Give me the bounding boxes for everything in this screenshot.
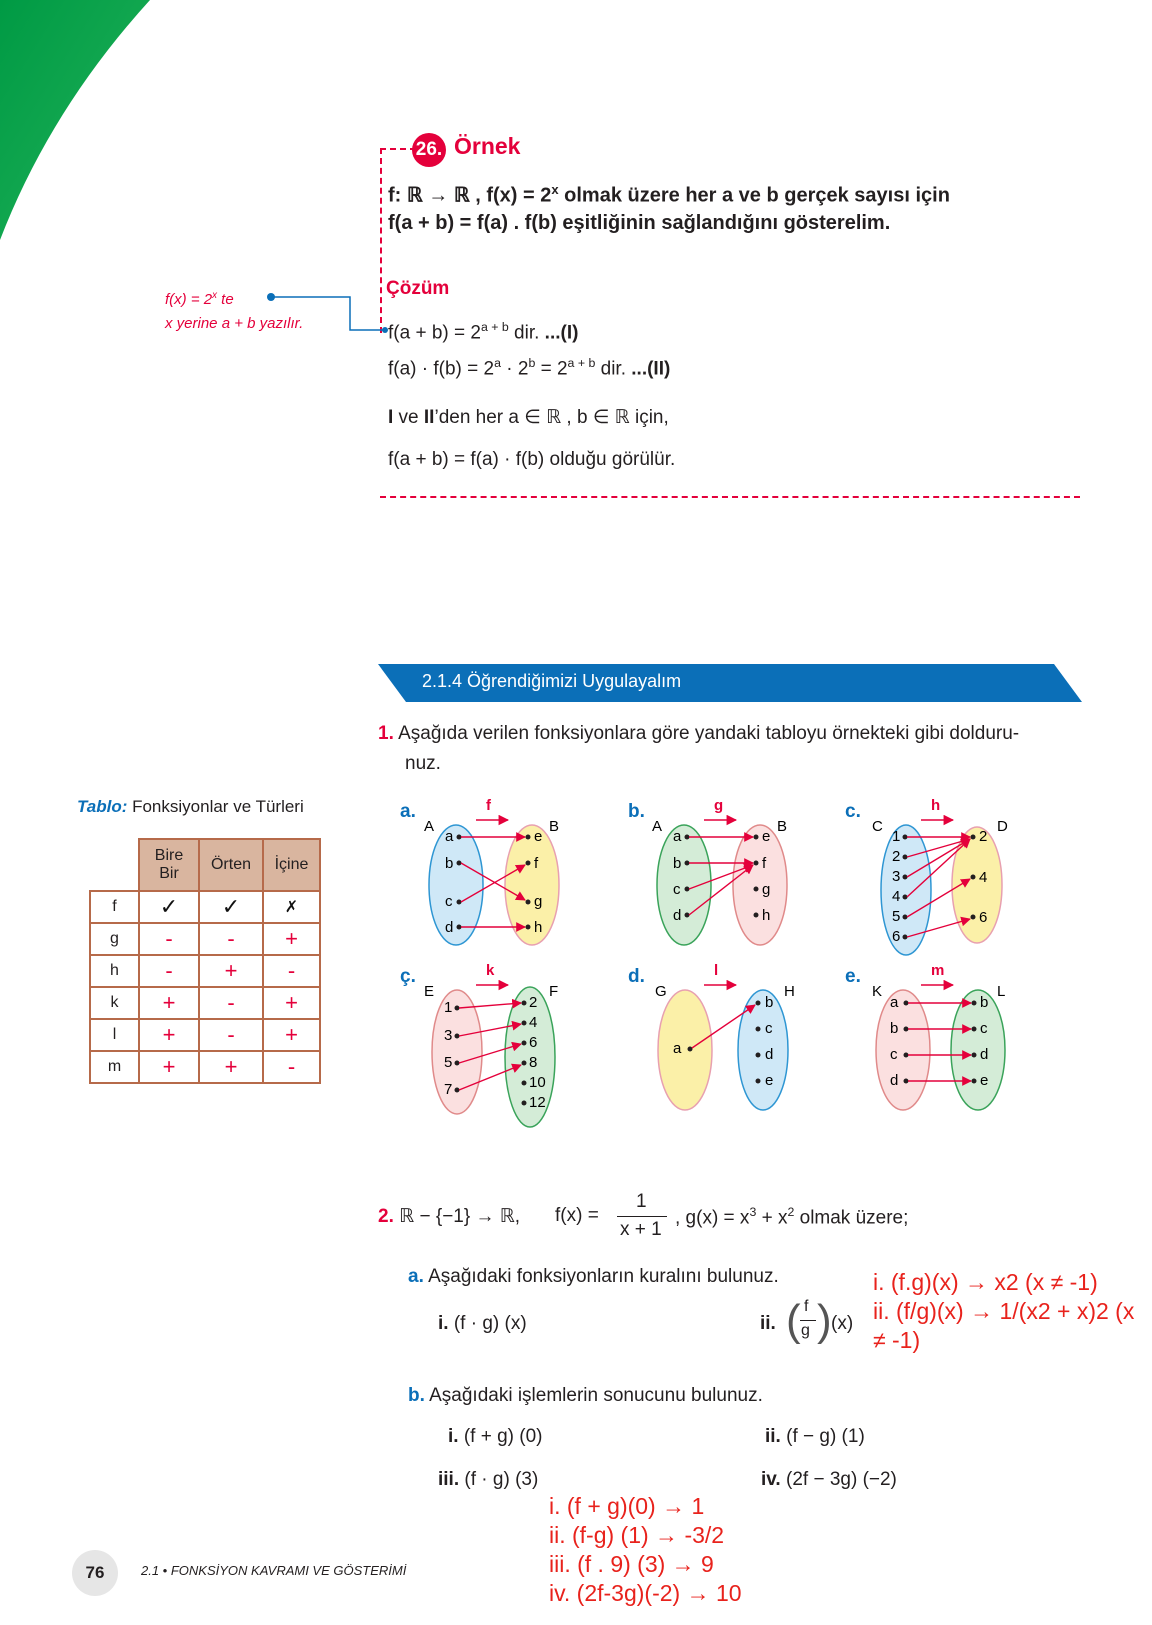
table-row (90, 923, 320, 955)
element: 4 (892, 888, 901, 905)
element: 12 (529, 1094, 546, 1111)
element: 5 (892, 908, 901, 925)
element: b (445, 855, 454, 872)
element: 2 (892, 848, 901, 865)
header-bire-bir: Bire Bir (139, 839, 199, 891)
corner-decoration (0, 0, 240, 300)
diagram-b-label: b. (628, 801, 645, 822)
handwritten-answer-a (873, 1268, 1134, 1355)
row-label: k (90, 987, 139, 1019)
q2-line: 2. ℝ − {−1} → ℝ, (378, 1206, 521, 1227)
example-title: Örnek (454, 133, 521, 159)
diagram-e (845, 962, 1005, 1110)
handwritten-line: ii. (f-g) (1) → -3/2 (549, 1522, 725, 1548)
diagram-e-codomain: L (997, 983, 1006, 1000)
side-note-line1: $f(x) = 2^x$ te (165, 290, 234, 308)
table-cell: - (263, 1051, 320, 1083)
side-note-line2: x yerine a + b yazılır. (165, 315, 304, 332)
element: b (673, 855, 682, 872)
diagram-e-domain: K (872, 983, 883, 1000)
element: b (890, 1020, 899, 1037)
table-caption: Tablo: Fonksiyonlar ve Türleri (77, 797, 304, 816)
mapping-diagrams (400, 795, 1080, 1135)
element: c (673, 881, 681, 898)
footer-chapter: 2.1 • FONKSİYON KAVRAMI VE GÖSTERİMİ (141, 1563, 407, 1578)
element: 6 (529, 1034, 538, 1051)
side-note-connector (265, 290, 395, 340)
element: a (673, 828, 682, 845)
element: a (890, 994, 899, 1011)
element: 6 (892, 928, 901, 945)
handwritten-line: iv. (2f-3g)(-2) → 10 (549, 1580, 742, 1606)
element: e (980, 1072, 989, 1089)
example-number-badge: 26. (412, 133, 446, 167)
solution-line4: f(a + b) = f(a) · f(b) olduğu görülür. (388, 449, 676, 470)
q2-b-text: b. Aşağıdaki işlemlerin sonucunu bulunuz. (408, 1385, 763, 1406)
q2-f-numerator: 1 (636, 1191, 647, 1212)
table-cell: ✓ (139, 891, 199, 923)
diagram-a-codomain: B (549, 818, 560, 835)
diagram-c-codomain: D (997, 818, 1008, 835)
diagram-b-codomain: B (777, 818, 788, 835)
element: b (765, 994, 774, 1011)
handwritten-line: ii. (f/g)(x) → 1/(x2 + x)2 (x (873, 1298, 1135, 1324)
element: 4 (979, 869, 988, 886)
page-number: 76 (72, 1550, 118, 1596)
element: d (765, 1046, 774, 1063)
row-label: m (90, 1051, 139, 1083)
table-row (90, 891, 320, 923)
diagram-cc-label: ç. (400, 966, 416, 987)
element: 1 (892, 828, 901, 845)
function-types-table (89, 838, 321, 1084)
element: 1 (444, 999, 453, 1016)
solution-title: Çözüm (386, 278, 450, 299)
element: 7 (444, 1081, 453, 1098)
q2-a-ii-num: f (804, 1298, 809, 1315)
row-label: g (90, 923, 139, 955)
diagram-d-func: l (714, 962, 719, 979)
element: b (980, 994, 989, 1011)
element: 3 (892, 868, 901, 885)
example-statement-line1: f: ℝ → ℝ , $f(x) = 2^x$ olmak üzere her a ve b gerçek sayısı için (388, 182, 950, 207)
row-label: h (90, 955, 139, 987)
diagram-d-label: d. (628, 966, 645, 987)
diagram-e-label: e. (845, 966, 861, 987)
q2-a-ii-den: g (801, 1322, 810, 1339)
example-frame-top (380, 148, 416, 150)
q2-f-lhs: f(x) = (555, 1205, 599, 1226)
q2-a-text: a. Aşağıdaki fonksiyonların kuralını bulunuz. (408, 1266, 779, 1287)
element: c (765, 1020, 773, 1037)
element: a (445, 828, 454, 845)
q1-line1: 1. Aşağıda verilen fonksiyonlara göre yandaki tabloyu örnekteki gibi dolduru- (378, 723, 1020, 744)
table-cell: + (263, 1019, 320, 1051)
row-label: f (90, 891, 139, 923)
diagram-cc-func: k (486, 962, 495, 979)
handwritten-line: i. (f + g)(0) → 1 (549, 1493, 705, 1519)
table-cell: - (199, 1019, 263, 1051)
handwritten-line: ≠ -1) (873, 1327, 921, 1353)
table-cell: + (199, 1051, 263, 1083)
handwritten-line: i. (f.g)(x) → x2 (x ≠ -1) (873, 1269, 1098, 1295)
section-title: 2.1.4 Öğrendiğimizi Uygulayalım (422, 671, 682, 691)
q2-f-denominator: x + 1 (620, 1219, 662, 1240)
solution-line1: $f(a + b) = 2^{a + b}$ dir. ...(I) (388, 320, 579, 344)
example-frame-bottom (380, 496, 1080, 498)
element: 8 (529, 1054, 538, 1071)
element: 6 (979, 909, 988, 926)
fraction-bar (617, 1216, 667, 1217)
element: c (890, 1046, 898, 1063)
diagram-a-func: f (486, 797, 491, 814)
diagram-cc (400, 962, 558, 1127)
element: 3 (444, 1027, 453, 1044)
solution-line3: I ve II’den her a ∈ ℝ , b ∈ ℝ için, (388, 407, 669, 428)
element: e (534, 828, 543, 845)
handwritten-line: iii. (f . 9) (3) → 9 (549, 1551, 714, 1577)
element: d (673, 907, 682, 924)
element: f (762, 855, 767, 872)
paren-left: ( (786, 1296, 801, 1345)
table-row (90, 955, 320, 987)
table-cell: + (139, 1051, 199, 1083)
q2-b-ii: ii. (f − g) (1) (765, 1426, 865, 1447)
table-cell: + (139, 1019, 199, 1051)
example-statement-line2: f(a + b) = f(a) . f(b) eşitliğinin sağlandığını gösterelim. (388, 212, 891, 234)
element: g (534, 893, 543, 910)
q2-b-iv: iv. (2f − 3g) (−2) (761, 1469, 897, 1490)
table-cell: - (139, 955, 199, 987)
q2-b-i: i. (f + g) (0) (448, 1426, 543, 1447)
table-cell: - (199, 923, 263, 955)
table-row (90, 1019, 320, 1051)
element: c (980, 1020, 988, 1037)
diagram-cc-domain: E (424, 983, 435, 1000)
fraction-bar (800, 1320, 816, 1321)
row-label: l (90, 1019, 139, 1051)
table-row (90, 1051, 320, 1083)
element: 4 (529, 1014, 538, 1031)
diagram-b (628, 797, 787, 945)
element: 2 (979, 828, 988, 845)
q2-a-ii-label: ii. (760, 1313, 776, 1334)
diagram-d (628, 962, 795, 1110)
element: h (534, 919, 543, 936)
table-cell: + (263, 987, 320, 1019)
solution-line2: $f(a) \cdot f(b) = 2^a \cdot 2^b = 2^{a + b}$ dir. ...(II) (388, 356, 671, 380)
q2-b-iii: iii. (f · g) (3) (438, 1469, 539, 1490)
table-cell: + (139, 987, 199, 1019)
table-row (90, 987, 320, 1019)
element: d (445, 919, 454, 936)
diagram-c-func: h (931, 797, 941, 814)
element: 5 (444, 1054, 453, 1071)
element: d (890, 1072, 899, 1089)
q2-g-def: , $g(x) = x^3 + x^2$ olmak üzere; (675, 1205, 909, 1229)
element: d (980, 1046, 989, 1063)
diagram-c-domain: C (872, 818, 883, 835)
table-cell: ✗ (263, 891, 320, 923)
element: 2 (529, 994, 538, 1011)
table-cell: + (199, 955, 263, 987)
diagram-e-func: m (931, 962, 945, 979)
diagram-b-func: g (714, 797, 724, 814)
q1-line2: nuz. (405, 753, 441, 774)
element: h (762, 907, 771, 924)
element: a (673, 1040, 682, 1057)
diagram-a-label: a. (400, 801, 416, 822)
handwritten-answer-b (549, 1492, 742, 1608)
table-cell: + (263, 923, 320, 955)
table-cell: - (139, 923, 199, 955)
diagram-c (845, 797, 1008, 955)
element: e (762, 828, 771, 845)
diagram-cc-codomain: F (549, 983, 559, 1000)
element: g (762, 881, 771, 898)
element: f (534, 855, 539, 872)
element: c (445, 893, 453, 910)
table-cell: - (263, 955, 320, 987)
element: 10 (529, 1074, 546, 1091)
header-icine: İçine (263, 839, 320, 891)
diagram-a-domain: A (424, 818, 435, 835)
element: e (765, 1072, 774, 1089)
diagram-a (400, 797, 559, 945)
diagram-d-domain: G (655, 983, 667, 1000)
table-cell: - (199, 987, 263, 1019)
diagram-d-codomain: H (784, 983, 795, 1000)
diagram-b-domain: A (652, 818, 663, 835)
table-cell: ✓ (199, 891, 263, 923)
q2-a-ii-post: (x) (831, 1313, 854, 1334)
paren-right: ) (817, 1296, 832, 1345)
diagram-c-label: c. (845, 801, 861, 822)
header-orten: Örten (199, 839, 263, 891)
q2-a-i: i. (f · g) (x) (438, 1313, 527, 1334)
